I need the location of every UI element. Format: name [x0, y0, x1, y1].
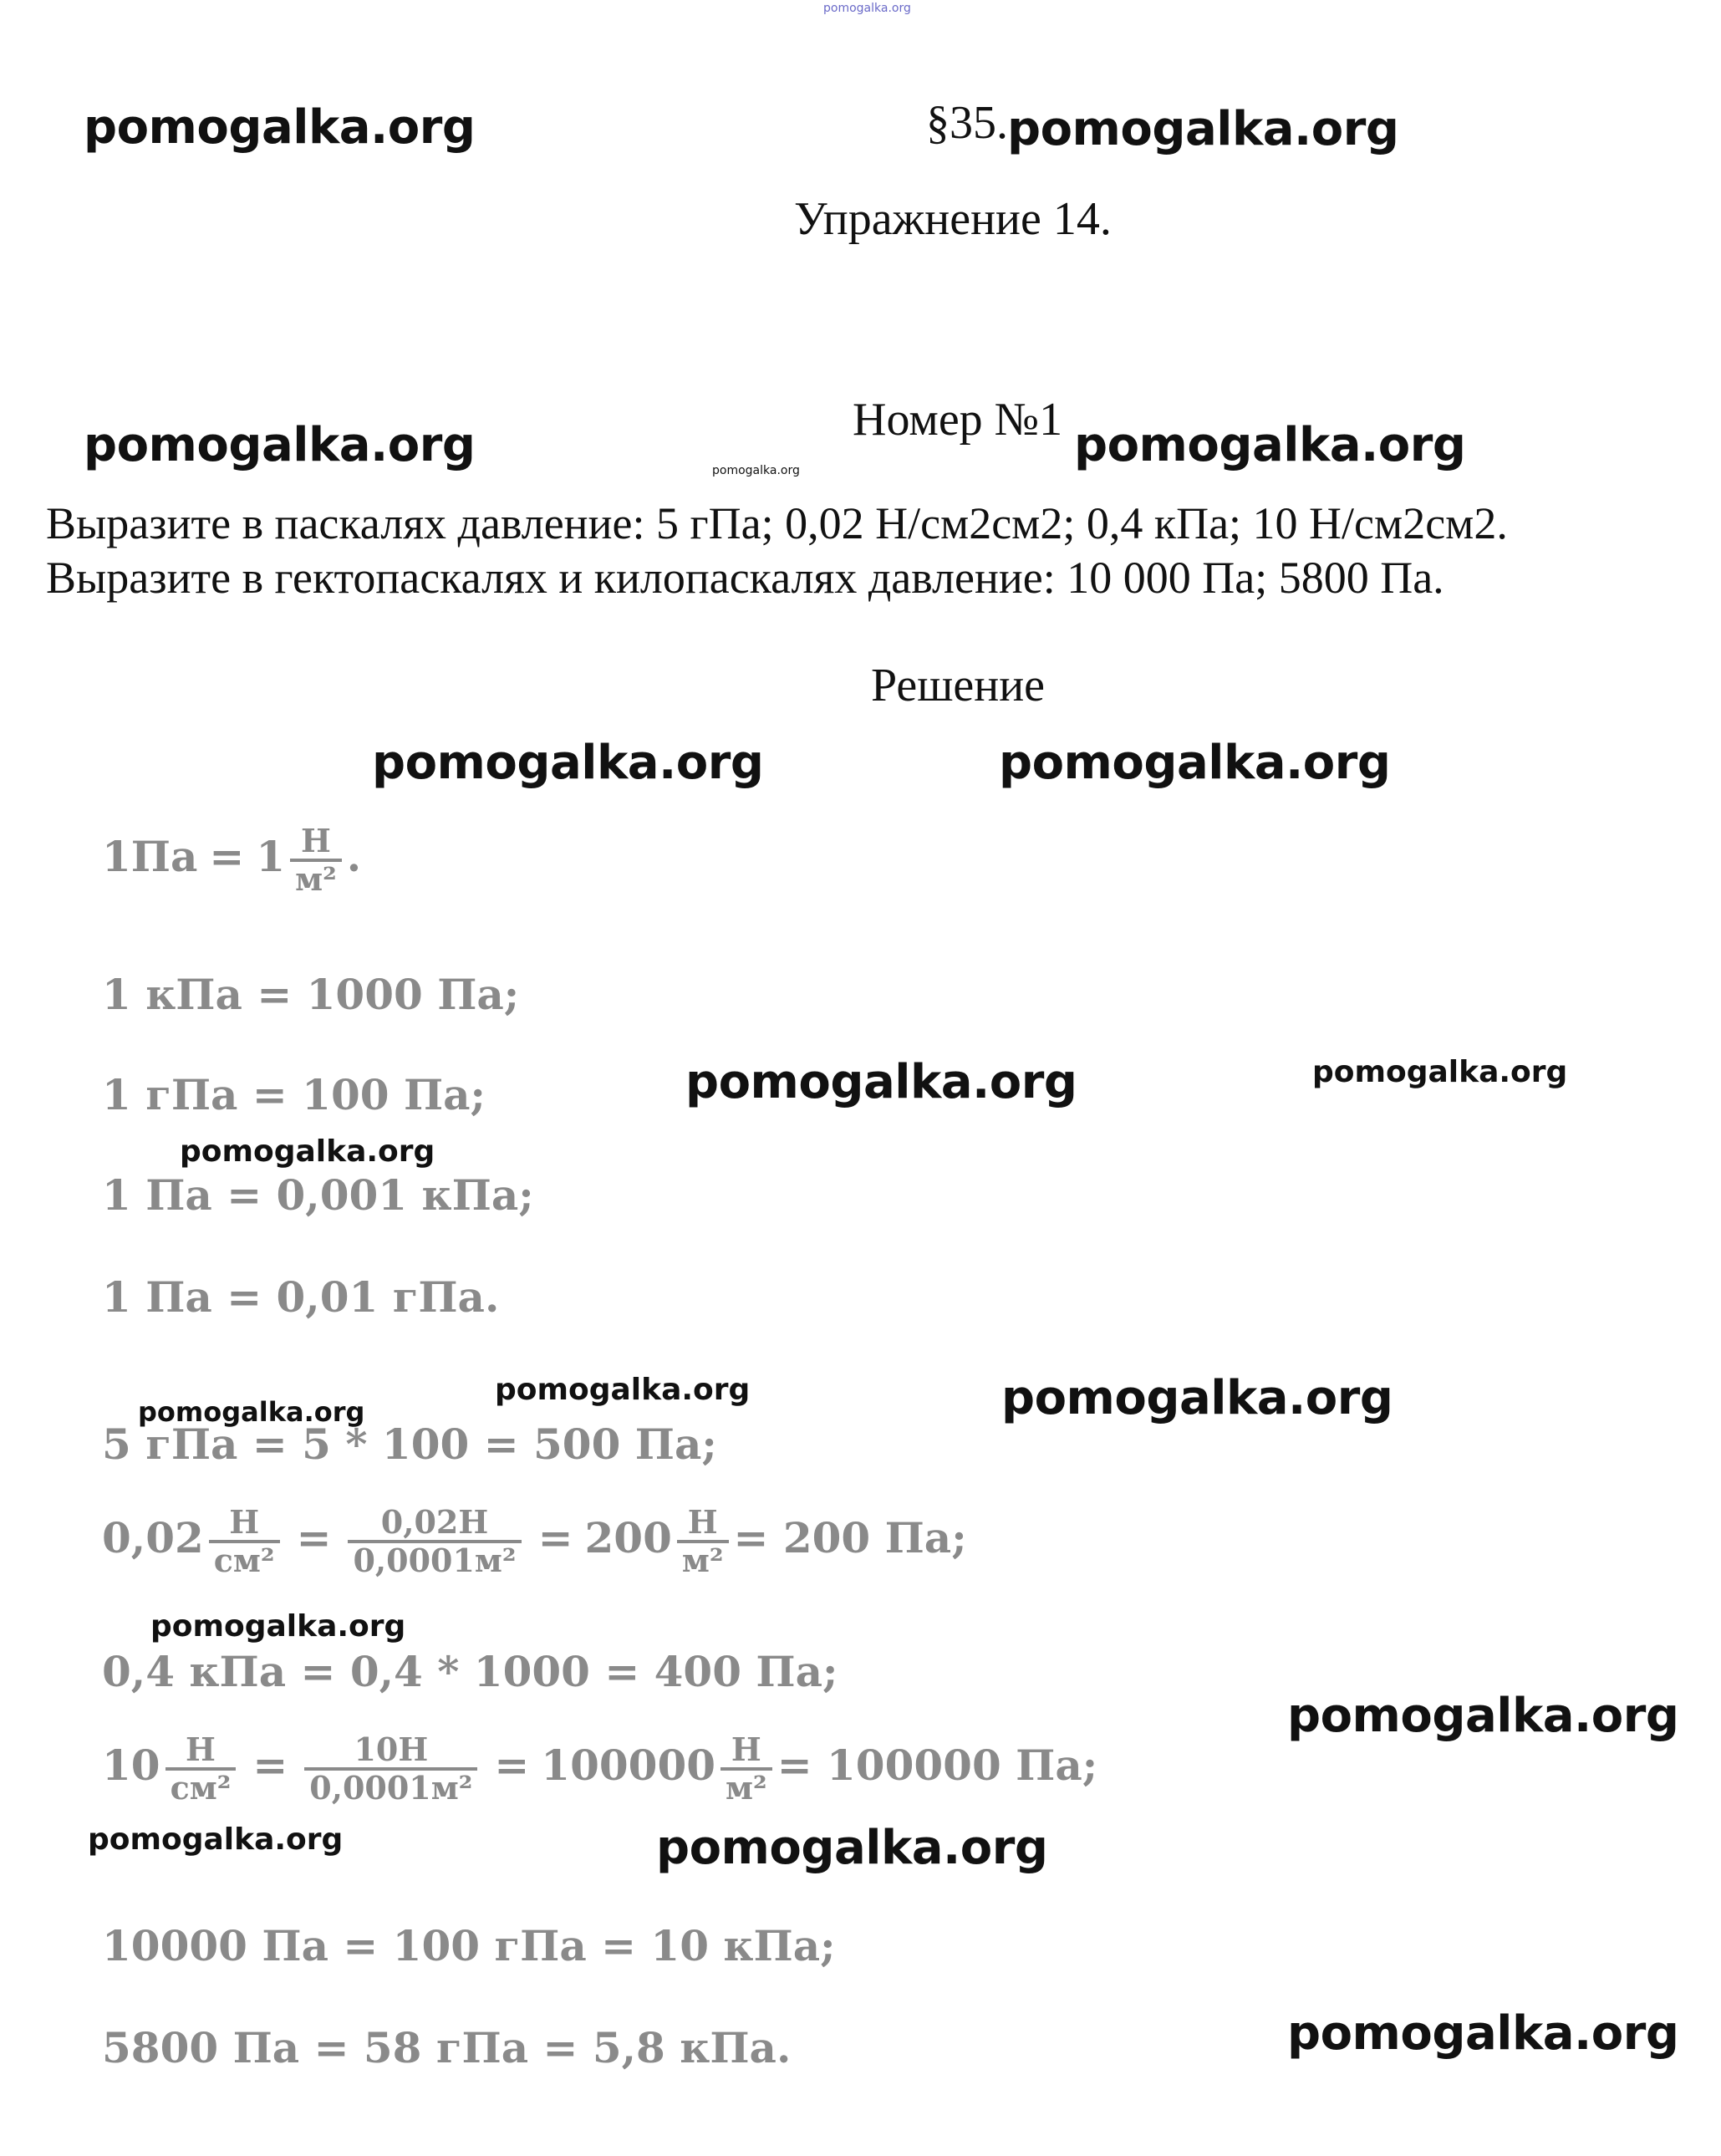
exercise-title: Упражнение 14. [794, 193, 1112, 245]
def-coef: 1 [256, 831, 286, 881]
pascal-definition [102, 823, 361, 897]
watermark: pomogalka.org [656, 1821, 1048, 1875]
f1-tail: = 200 Па; [733, 1512, 967, 1562]
def-end: . [346, 831, 362, 881]
formula-2 [102, 1732, 1097, 1806]
f2-coef3: 100000 [541, 1740, 716, 1790]
solution-line-8: 5800 Па = 58 гПа = 5,8 кПа. [102, 2023, 792, 2072]
f1-fraction-3 [677, 1505, 729, 1578]
watermark: pomogalka.org [1007, 102, 1399, 156]
watermark: pomogalka.org [180, 1134, 435, 1169]
task-line-2: Выразите в гектопаскалях и килопаскалях давление: 10 000 Па; 5800 Па. [46, 553, 1444, 603]
watermark: pomogalka.org [1287, 1689, 1679, 1743]
solution-line-5: 5 гПа = 5 * 100 = 500 Па; [102, 1419, 717, 1469]
f1-eq1: = [296, 1512, 332, 1562]
watermark: pomogalka.org [84, 418, 476, 472]
solution-title: Решение [871, 660, 1046, 711]
def-eq: = [209, 831, 245, 881]
f1-eq2: = [537, 1512, 573, 1562]
f1-fraction-2 [348, 1505, 521, 1578]
watermark: pomogalka.org [150, 1609, 406, 1644]
formula-1 [102, 1505, 967, 1578]
f2-eq1: = [252, 1740, 288, 1790]
def-left: 1Па [102, 831, 198, 881]
f2-den2: 0,0001м² [309, 1768, 473, 1807]
f2-den1: см² [170, 1768, 232, 1807]
f1-coef: 0,02 [102, 1512, 204, 1562]
f2-fraction-3 [720, 1732, 772, 1806]
f2-num3: Н [720, 1732, 772, 1771]
f1-fraction-1 [209, 1505, 280, 1578]
def-num: Н [290, 823, 342, 862]
watermark: pomogalka.org [1001, 1371, 1393, 1425]
watermark: pomogalka.org [84, 100, 476, 155]
watermark: pomogalka.org [138, 1396, 365, 1428]
watermark: pomogalka.org [999, 736, 1391, 790]
f2-fraction-2 [304, 1732, 477, 1806]
watermark-small: pomogalka.org [712, 464, 800, 477]
f2-fraction-1 [165, 1732, 237, 1806]
f1-coef3: 200 [584, 1512, 672, 1562]
watermark: pomogalka.org [685, 1055, 1077, 1109]
watermark-top: pomogalka.org [823, 2, 911, 15]
f2-num1: Н [165, 1732, 237, 1771]
f2-den3: м² [726, 1768, 767, 1807]
section-number: §35. [926, 97, 1008, 149]
watermark: pomogalka.org [495, 1373, 751, 1407]
watermark: pomogalka.org [1074, 418, 1466, 472]
watermark: pomogalka.org [1312, 1055, 1568, 1089]
def-fraction [290, 823, 342, 897]
f1-den1: см² [213, 1541, 275, 1579]
watermark: pomogalka.org [1287, 2006, 1679, 2061]
f1-den3: м² [681, 1541, 724, 1579]
solution-line-3: 1 Па = 0,001 кПа; [102, 1170, 534, 1220]
solution-line-6: 0,4 кПа = 0,4 * 1000 = 400 Па; [102, 1647, 838, 1696]
f2-eq2: = [494, 1740, 530, 1790]
f1-num1: Н [209, 1505, 280, 1543]
watermark: pomogalka.org [372, 736, 764, 790]
f2-num2: 10Н [304, 1732, 477, 1771]
watermark: pomogalka.org [88, 1822, 344, 1857]
solution-line-2: 1 гПа = 100 Па; [102, 1070, 486, 1119]
task-line-1: Выразите в паскалях давление: 5 гПа; 0,02 Н/см2см2; 0,4 кПа; 10 Н/см2см2. [46, 498, 1508, 548]
solution-line-1: 1 кПа = 1000 Па; [102, 970, 520, 1019]
f2-tail: = 100000 Па; [776, 1740, 1098, 1790]
def-den: м² [295, 859, 337, 898]
f2-coef: 10 [102, 1740, 160, 1790]
solution-line-4: 1 Па = 0,01 гПа. [102, 1272, 500, 1322]
f1-den2: 0,0001м² [353, 1541, 517, 1579]
f1-num2: 0,02Н [348, 1505, 521, 1543]
task-number: Номер №1 [853, 394, 1063, 446]
solution-line-7: 10000 Па = 100 гПа = 10 кПа; [102, 1921, 836, 1970]
f1-num3: Н [677, 1505, 729, 1543]
